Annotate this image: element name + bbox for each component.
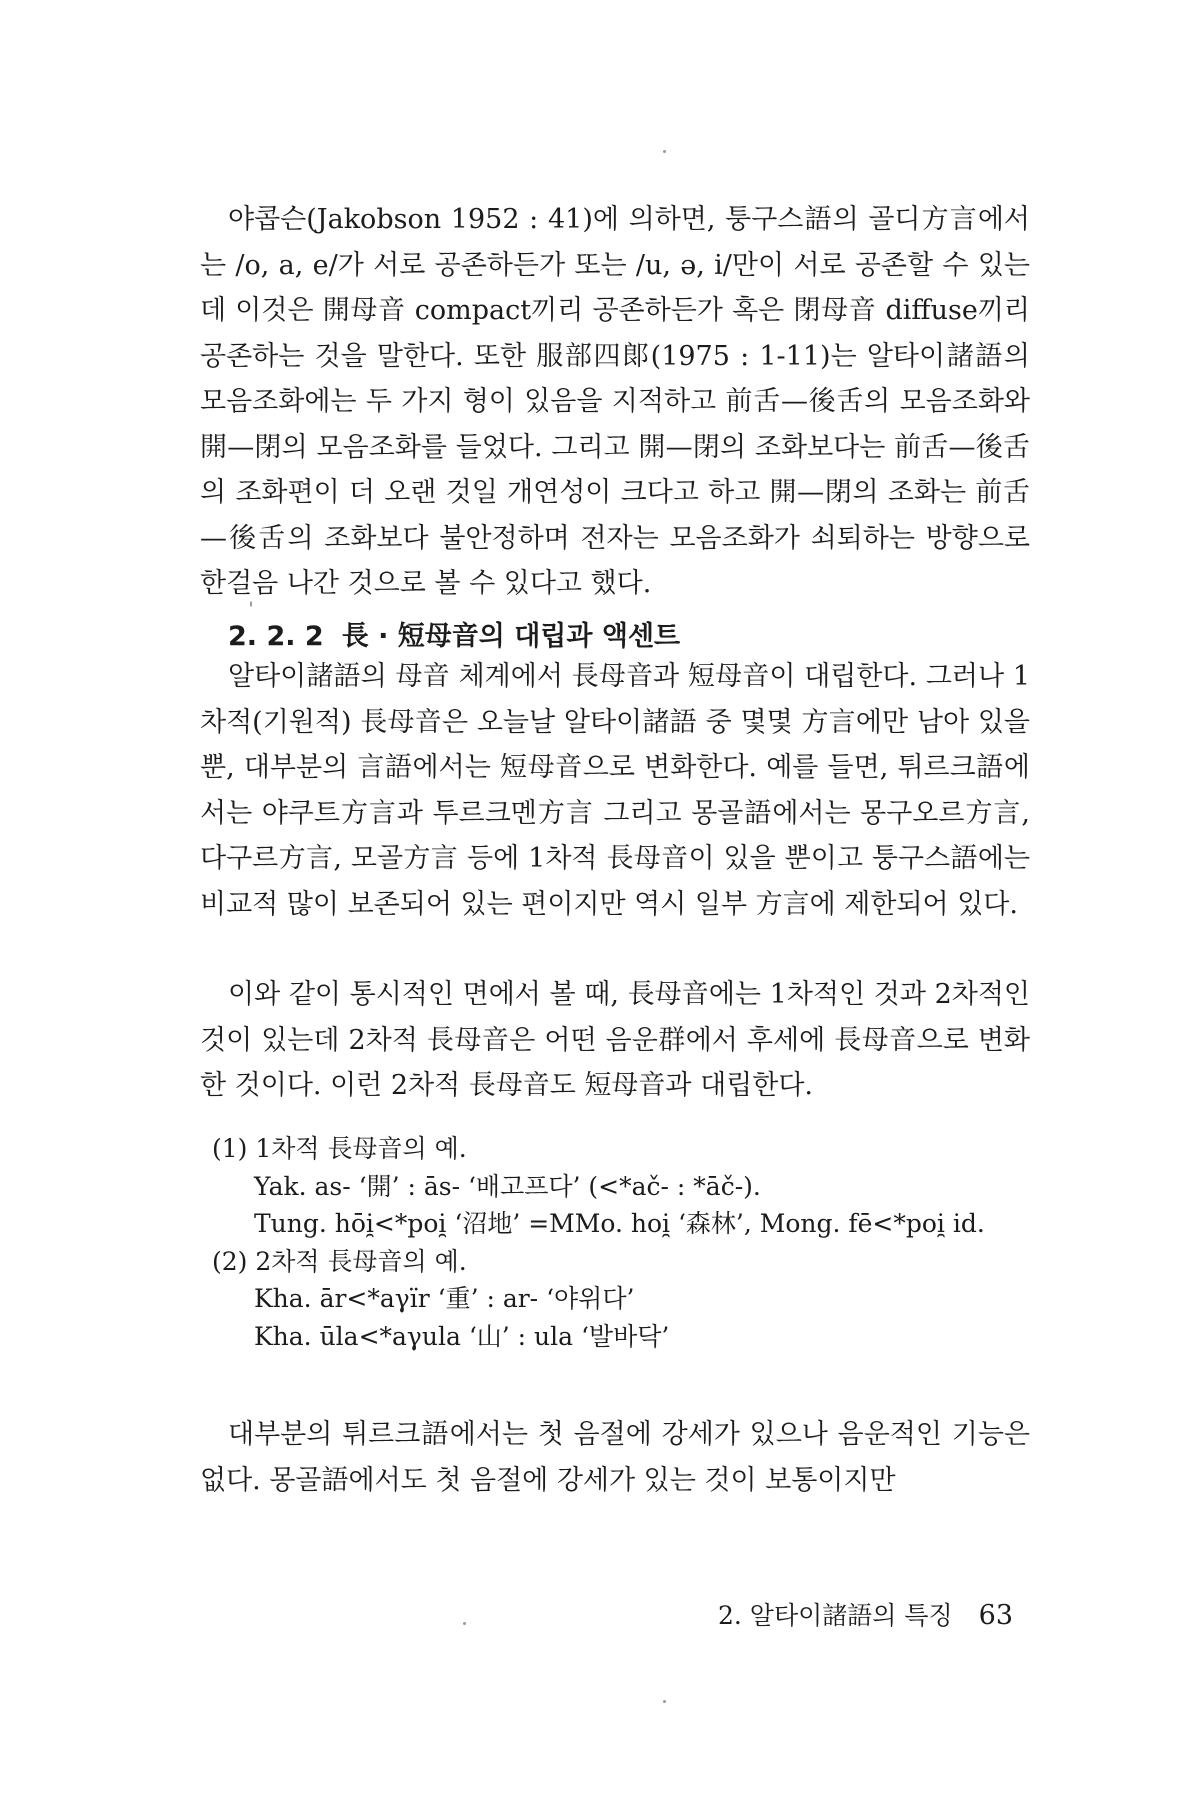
- print-speck: [463, 1622, 466, 1625]
- example-1-label: (1) 1차적 長母音의 예.: [212, 1134, 467, 1163]
- running-title: 2. 알타이諸語의 특징: [718, 1601, 953, 1630]
- paragraph-accent: 대부분의 튀르크語에서는 첫 음절에 강세가 있으나 음운적인 기능은 없다. 몽골語에서도 첫 음절에 강세가 있는 것이 보통이지만: [200, 1419, 1030, 1496]
- page-footer: [718, 1596, 1013, 1632]
- page-number: 63: [978, 1600, 1014, 1631]
- section-heading: [228, 614, 680, 653]
- example-2-label: (2) 2차적 長母音의 예.: [212, 1246, 467, 1276]
- section-number: 2. 2. 2: [228, 621, 324, 652]
- example-1-line-1: Yak. as- ‘開’ : ās- ‘배고프다’ (<*ač- : *āč-).: [254, 1171, 761, 1201]
- print-speck: [663, 1700, 666, 1703]
- paragraph-vowel-harmony: 야콥슨(Jakobson 1952 : 41)에 의하면, 퉁구스語의 골디方言에서는 /o, a, e/가 서로 공존하든가 또는 /u, ə, i/만이 서로 공존할 수 있는데 이것은 開母音 compact끼리 공존하든가 혹은 閉母音 diffuse끼리 공존하는 것을 말한다. 또한 服部四郞(1975 : 1-11)는 알타이諸語의 모음조화에는 두 가지 형이 있음을 지적하고 前舌—後舌의 모음조화와 開—閉의 모음조화를 들었다. 그리고 開—閉의 조화보다는 前舌—後舌의 조화편이 더 오랜 것일 개연성이 크다고 하고 開—閉의 조화는 前舌—後舌의 조화보다 불안정하며 전자는 모음조화가 쇠퇴하는 방향으로 한걸음 나간 것으로 볼 수 있다고 했다.: [200, 204, 1030, 599]
- example-2-line-2: Kha. ūla<*aγula ‘山’ : ula ‘발바닥’: [254, 1321, 670, 1351]
- paragraph-secondary-long-vowels: 이와 같이 통시적인 면에서 볼 때, 長母音에는 1차적인 것과 2차적인 것이 있는데 2차적 長母音은 어떤 음운群에서 후세에 長母音으로 변화한 것이다. 이런 2차적 長母音도 短母音과 대립한다.: [200, 979, 1030, 1101]
- example-2-line-1: Kha. ār<*aγïr ‘重’ : ar- ‘야위다’: [254, 1284, 635, 1313]
- paragraph-long-short-vowels: 알타이諸語의 母音 체계에서 長母音과 短母音이 대립한다. 그러나 1차적(기원적) 長母音은 오늘날 알타이諸語 중 몇몇 方言에만 남아 있을 뿐, 대부분의 言語에서는 短母音으로 변화한다. 예를 들면, 튀르크語에서는 야쿠트方言과 투르크멘方言 그리고 몽골語에서는 몽구오르方言, 다구르方言, 모골方言 등에 1차적 長母音이 있을 뿐이고 퉁구스語에는 비교적 많이 보존되어 있는 편이지만 역시 일부 方言에 제한되어 있다.: [200, 661, 1030, 920]
- example-1-line-2: Tung. hōi̯<*poi̯ ‘沼地’ =MMo. hoi̯ ‘森林’, Mong. fē<*poi̯ id.: [254, 1209, 985, 1238]
- print-speck: [663, 150, 666, 153]
- section-title: 長 · 短母音의 대립과 액센트: [341, 621, 681, 652]
- example-list: [212, 1130, 1032, 1355]
- print-speck: [250, 601, 252, 607]
